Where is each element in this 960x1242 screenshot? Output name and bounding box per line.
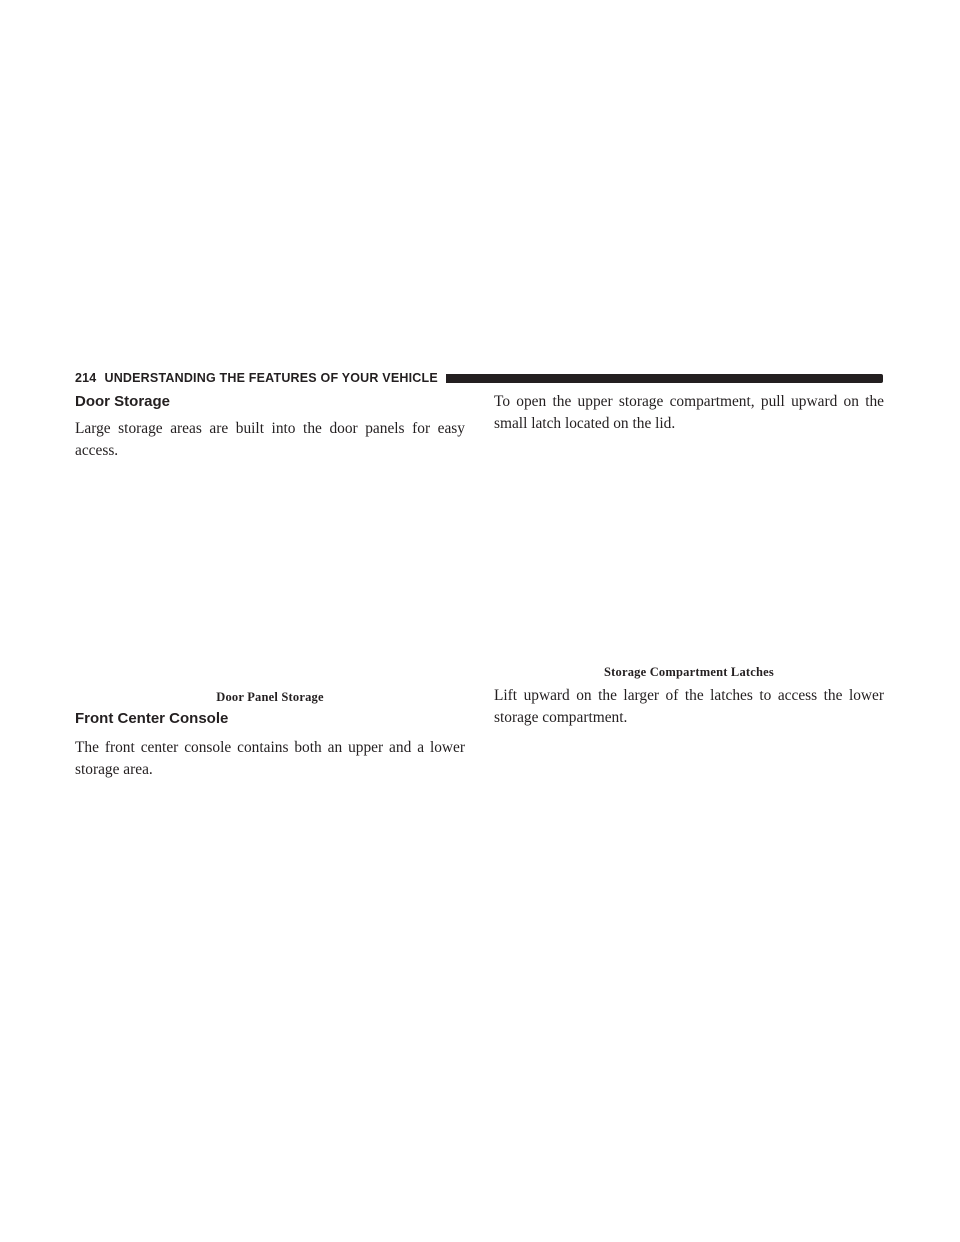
lower-compartment-text: Lift upward on the larger of the latches to access the lower storage compartment. (494, 687, 884, 726)
storage-compartment-latches-caption: Storage Compartment Latches (604, 665, 774, 679)
front-center-console-text: The front center console contains both an upper and a lower storage area. (75, 739, 465, 778)
door-panel-storage-caption: Door Panel Storage (216, 690, 324, 704)
door-storage-heading: Door Storage (75, 393, 171, 410)
door-storage-text: Large storage areas are built into the door panels for easy access. (75, 420, 465, 459)
page-header (75, 371, 883, 385)
front-center-console-heading: Front Center Console (75, 710, 229, 727)
upper-compartment-text: To open the upper storage compartment, pull upward on the small latch located on the lid. (494, 393, 884, 432)
section-title: UNDERSTANDING THE FEATURES OF YOUR VEHICLE (104, 371, 438, 385)
header-rule (446, 374, 883, 383)
page-number: 214 (75, 371, 97, 385)
door-panel-storage-figure (75, 466, 465, 684)
storage-compartment-latches-figure (494, 440, 884, 658)
